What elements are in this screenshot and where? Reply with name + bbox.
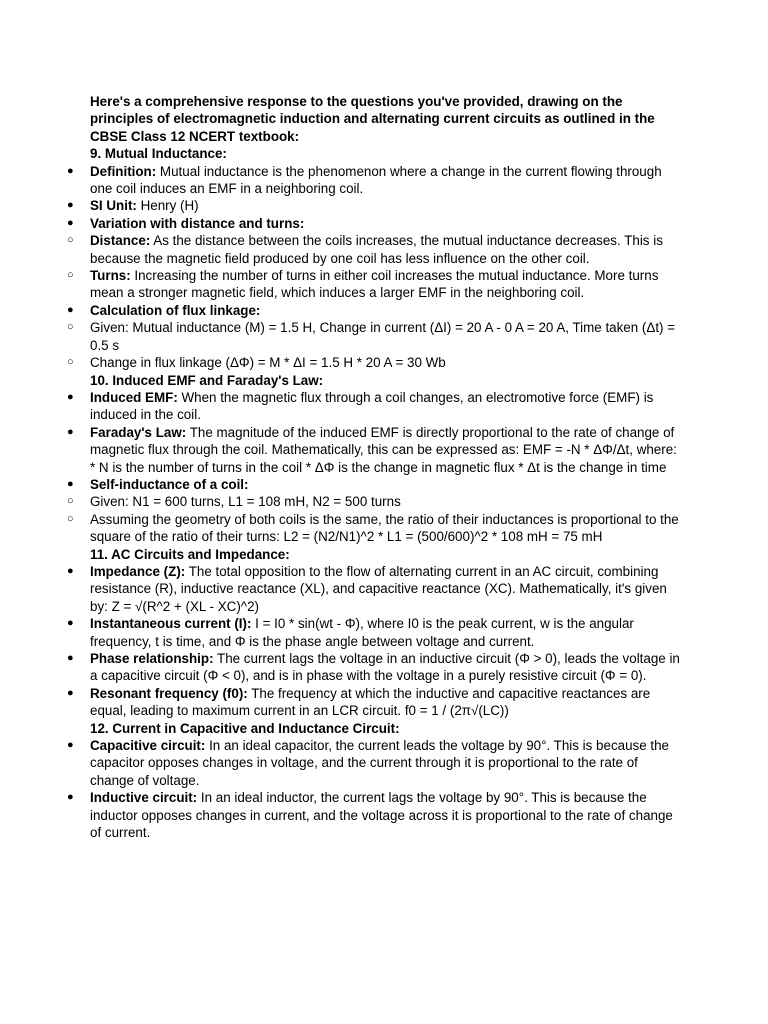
list-item-variation: [90, 215, 680, 302]
sublist-item-given: ○ Given: N1 = 600 turns, L1 = 108 mH, N2 = 500 turns: [90, 493, 680, 510]
section-12-list: [90, 737, 680, 841]
sublist-item-turns: [90, 267, 680, 302]
sublist-item-assumption: ○ Assuming the geometry of both coils is the same, the ratio of their inductances is proportional to the square of the ratio of their turns: L2 = (N2/N1)^2 * L1 = (500/600)^2 * 108 mH = 75 mH: [90, 511, 680, 546]
resonant-frequency-text: The frequency at which the inductive and capacitive reactances are equal, leading to maximum current in an LCR circuit. f0 = 1 / (2π√(LC)): [90, 685, 651, 719]
instantaneous-current-text: I = I0 * sin(wt - Φ), where I0 is the peak current, w is the angular frequency, t is time, and Φ is the phase angle between voltage and current.: [90, 616, 634, 649]
sublist-item-change: ○ Change in flux linkage (ΔΦ) = M * ΔI = 1.5 H * 20 A = 30 Wb: [90, 354, 680, 371]
resonant-frequency-label: Resonant frequency (f0):: [90, 685, 248, 701]
self-inductance-label: Self-inductance of a coil:: [90, 476, 249, 492]
induced-emf-label: Induced EMF:: [90, 389, 178, 405]
list-item-capacitive-circuit: [90, 737, 680, 789]
list-item-faradays-law: [90, 424, 680, 476]
faradays-law-text: The magnitude of the induced EMF is directly proportional to the rate of change of magnetic flux through the coil. Mathematically, this can be expressed as: EMF = -N * ΔΦ/Δt, where: * N is the number of turns in the coil * ΔΦ is the change in magnetic flux * Δt is the change in time: [90, 424, 677, 475]
self-inductance-sublist: [90, 493, 680, 545]
variation-sublist: [90, 232, 680, 302]
section-9-list: [90, 163, 680, 372]
section-9-heading: 9. Mutual Inductance:: [90, 146, 227, 162]
list-item-instantaneous-current: [90, 615, 680, 650]
capacitive-circuit-text: In an ideal capacitor, the current leads the voltage by 90°. This is because the capacitor opposes changes in voltage, and the current through it is proportional to the rate of change of voltage.: [90, 738, 670, 788]
si-unit-text: Henry (H): [136, 198, 199, 214]
flux-linkage-label: Calculation of flux linkage:: [90, 302, 261, 318]
list-item-phase-relationship: [90, 650, 680, 685]
document-body: [90, 93, 680, 841]
inductive-circuit-label: Inductive circuit:: [90, 790, 198, 806]
section-10-heading: 10. Induced EMF and Faraday's Law:: [90, 372, 324, 388]
sublist-item-given: ○ Given: Mutual inductance (M) = 1.5 H, Change in current (ΔI) = 20 A - 0 A = 20 A, Time taken (Δt) = 0.5 s: [90, 319, 680, 354]
capacitive-circuit-label: Capacitive circuit:: [90, 738, 206, 754]
induced-emf-text: When the magnetic flux through a coil changes, an electromotive force (EMF) is induced in the coil.: [90, 389, 654, 423]
list-item-flux-linkage: [90, 302, 680, 372]
turns-label: Turns:: [90, 268, 131, 284]
flux-linkage-sublist: [90, 319, 680, 371]
turns-text: Increasing the number of turns in either coil increases the mutual inductance. More turns mean a stronger magnetic field, which induces a larger EMF in the neighboring coil.: [90, 268, 659, 301]
list-item-definition: [90, 163, 680, 198]
instantaneous-current-label: Instantaneous current (I):: [90, 616, 252, 632]
phase-relationship-text: The current lags the voltage in an inductive circuit (Φ > 0), leads the voltage in a capacitive circuit (Φ < 0), and is in phase with the voltage in a purely resistive circuit (Φ = 0).: [90, 651, 680, 684]
definition-label: Definition:: [90, 163, 157, 179]
impedance-text: The total opposition to the flow of alternating current in an AC circuit, combining resistance (R), inductive reactance (XL), and capacitive reactance (XC). Mathematically, it's given by: Z = √(R^2 + (XL - XC)^2): [90, 563, 667, 614]
list-item-inductive-circuit: [90, 789, 680, 841]
list-item-impedance: [90, 563, 680, 615]
list-item-induced-emf: [90, 389, 680, 424]
inductive-circuit-text: In an ideal inductor, the current lags the voltage by 90°. This is because the inductor opposes changes in current, and the voltage across it is proportional to the rate of change of current.: [90, 790, 673, 841]
distance-label: Distance:: [90, 233, 151, 249]
list-item-resonant-frequency: [90, 685, 680, 720]
faradays-law-label: Faraday's Law:: [90, 424, 187, 440]
section-12-heading: 12. Current in Capacitive and Inductance Circuit:: [90, 720, 400, 736]
phase-relationship-label: Phase relationship:: [90, 651, 214, 666]
intro-paragraph: Here's a comprehensive response to the questions you've provided, drawing on the principles of electromagnetic induction and alternating current circuits as outlined in the CBSE Class 12 NCERT textbook:: [90, 94, 655, 144]
impedance-label: Impedance (Z):: [90, 563, 186, 579]
si-unit-label: SI Unit:: [90, 198, 137, 214]
section-10-list: [90, 389, 680, 546]
section-11-list: [90, 563, 680, 720]
distance-text: As the distance between the coils increases, the mutual inductance decreases. This is because the magnetic field produced by one coil has less influence on the other coil.: [90, 233, 663, 266]
definition-text: Mutual inductance is the phenomenon where a change in the current flowing through one coil induces an EMF in a neighboring coil.: [90, 163, 662, 197]
section-11-heading: 11. AC Circuits and Impedance:: [90, 546, 290, 562]
variation-label: Variation with distance and turns:: [90, 215, 305, 231]
list-item-self-inductance: [90, 476, 680, 546]
list-item-si-unit: [90, 197, 680, 214]
sublist-item-distance: [90, 232, 680, 267]
